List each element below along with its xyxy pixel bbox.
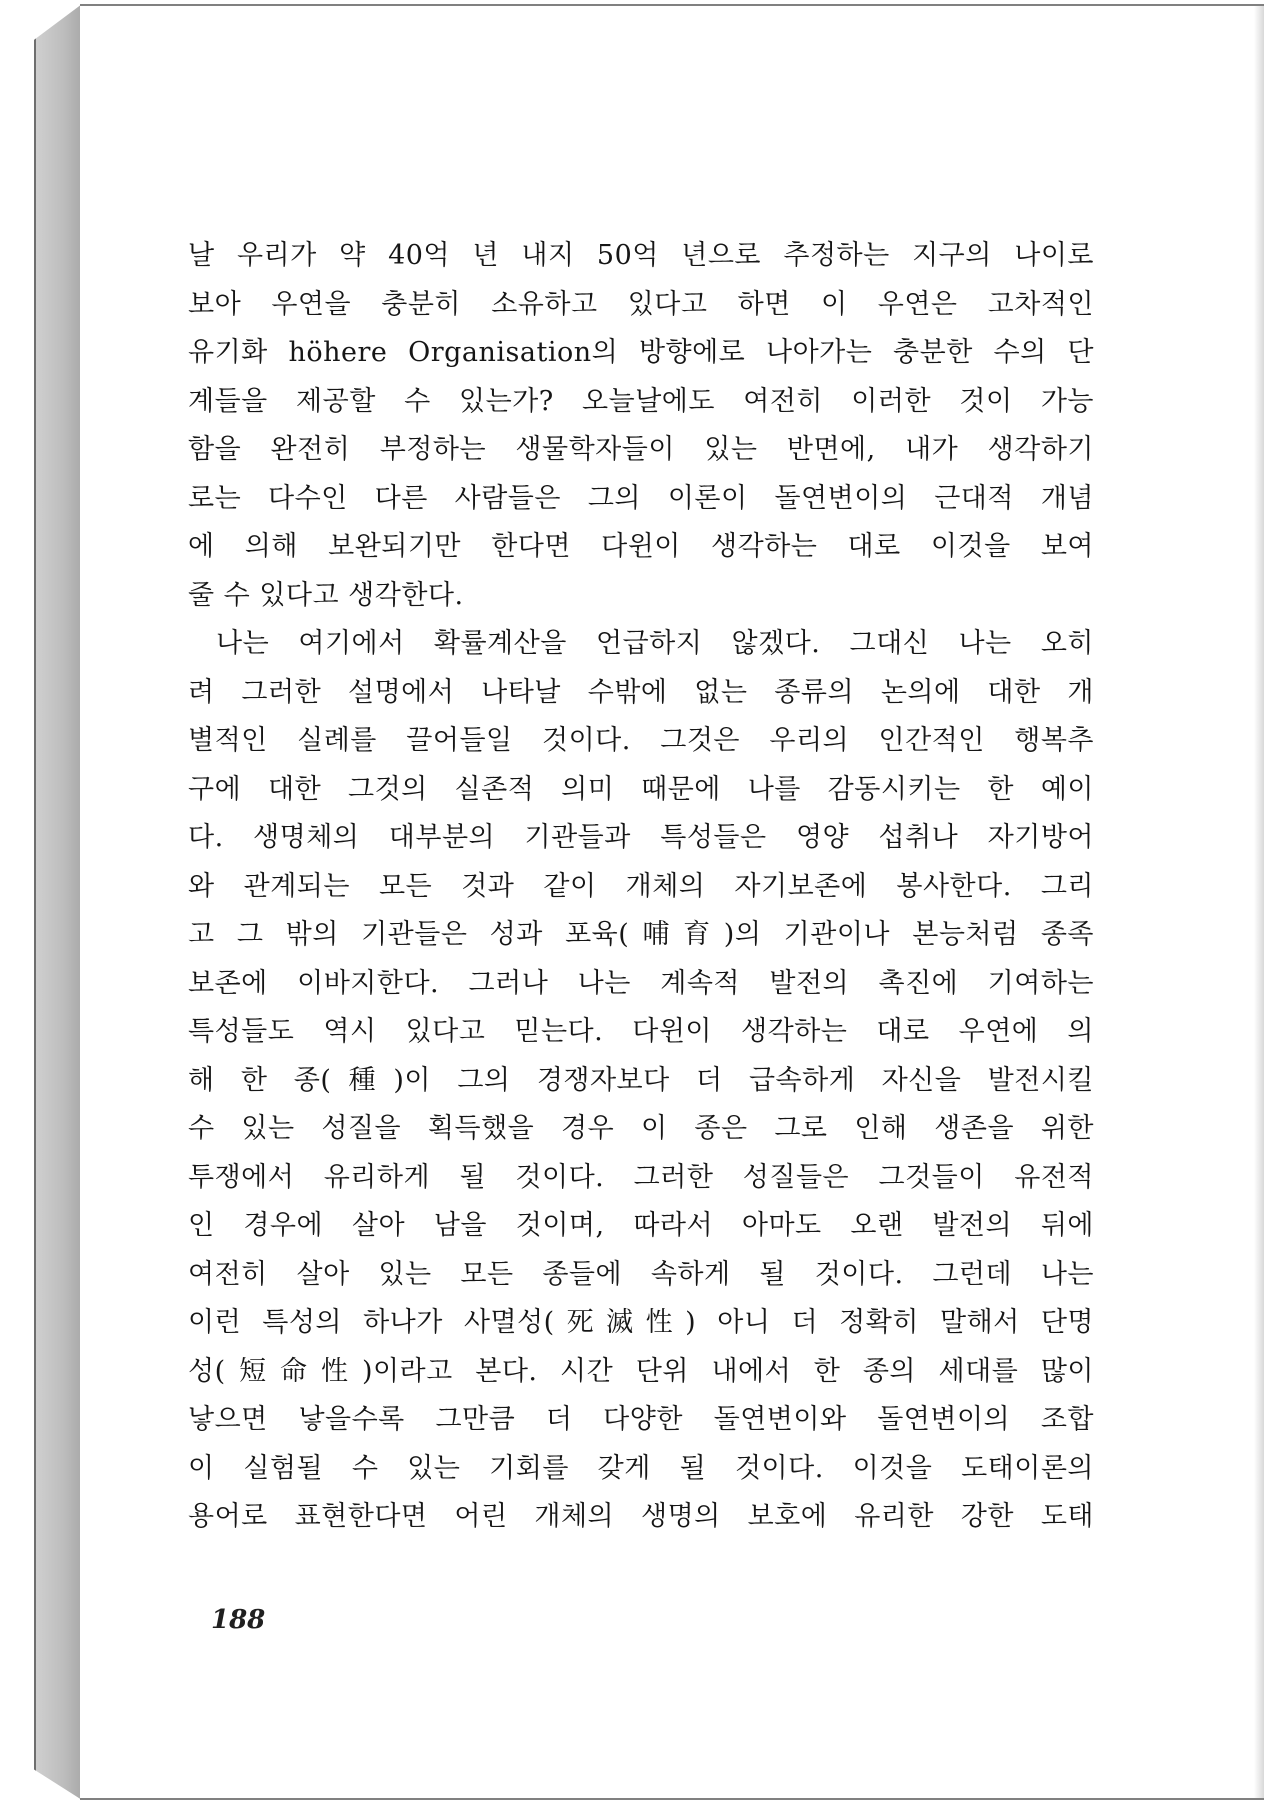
text-line: 투쟁에서 유리하게 될 것이다. 그러한 성질들은 그것들이 유전적 (188, 1161, 1094, 1193)
body-text (188, 232, 1094, 1542)
page-number: 188 (211, 1605, 266, 1635)
text-line: 다. 생명체의 대부분의 기관들과 특성들은 영양 섭취나 자기방어 (188, 822, 1094, 853)
text-line: 낳으면 낳을수록 그만큼 더 다양한 돌연변이와 돌연변이의 조합 (188, 1404, 1094, 1435)
text-line: 수 있는 성질을 획득했을 경우 이 종은 그로 인해 생존을 위한 (188, 1113, 1094, 1144)
text-line: 와 관계되는 모든 것과 같이 개체의 자기보존에 봉사한다. 그리 (188, 870, 1094, 902)
text-line: 에 의해 보완되기만 한다면 다윈이 생각하는 대로 이것을 보여 (188, 531, 1094, 562)
text-line: 함을 완전히 부정하는 생물학자들이 있는 반면에, 내가 생각하기 (188, 434, 1094, 465)
text-line: 줄 수 있다고 생각한다. (188, 579, 464, 611)
text-line: 보아 우연을 충분히 소유하고 있다고 하면 이 우연은 고차적인 (188, 288, 1094, 320)
text-line: 날 우리가 약 40억 년 내지 50억 년으로 추정하는 지구의 나이로 (188, 240, 1094, 271)
text-line: 별적인 실례를 끌어들일 것이다. 그것은 우리의 인간적인 행복추 (188, 725, 1094, 756)
paragraph (188, 232, 1094, 620)
page-edge-shadow (1254, 6, 1264, 1798)
text-line: 인 경우에 살아 남을 것이며, 따라서 아마도 오랜 발전의 뒤에 (188, 1210, 1094, 1241)
book-spine (34, 4, 82, 1800)
text-line: 성(短命性)이라고 본다. 시간 단위 내에서 한 종의 세대를 많이 (188, 1355, 1094, 1387)
text-line: 고 그 밖의 기관들은 성과 포육(哺育)의 기관이나 본능처럼 종족 (188, 919, 1094, 950)
text-line: 려 그러한 설명에서 나타날 수밖에 없는 종류의 논의에 대한 개 (188, 676, 1094, 708)
text-line: 여전히 살아 있는 모든 종들에 속하게 될 것이다. 그런데 나는 (188, 1258, 1094, 1290)
text-line: 이 실험될 수 있는 기회를 갖게 될 것이다. 이것을 도태이론의 (188, 1452, 1094, 1484)
text-line: 용어로 표현한다면 어린 개체의 생명의 보호에 유리한 강한 도태 (188, 1501, 1094, 1532)
text-line: 해 한 종(種)이 그의 경쟁자보다 더 급속하게 자신을 발전시킬 (188, 1064, 1094, 1096)
text-line: 로는 다수인 다른 사람들은 그의 이론이 돌연변이의 근대적 개념 (188, 482, 1094, 514)
paragraph (188, 620, 1094, 1542)
text-line: 보존에 이바지한다. 그러나 나는 계속적 발전의 촉진에 기여하는 (188, 967, 1094, 999)
text-line: 유기화 höhere Organisation의 방향에로 나아가는 충분한 수의 단 (188, 337, 1094, 368)
text-line: 계들을 제공할 수 있는가? 오늘날에도 여전히 이러한 것이 가능 (188, 385, 1094, 417)
text-line: 특성들도 역시 있다고 믿는다. 다윈이 생각하는 대로 우연에 의 (188, 1016, 1094, 1047)
text-line: 이런 특성의 하나가 사멸성(死滅性) 아니 더 정확히 말해서 단명 (188, 1307, 1094, 1338)
text-line: 나는 여기에서 확률계산을 언급하지 않겠다. 그대신 나는 오히 (216, 628, 1094, 659)
text-line: 구에 대한 그것의 실존적 의미 때문에 나를 감동시키는 한 예이 (188, 773, 1094, 805)
